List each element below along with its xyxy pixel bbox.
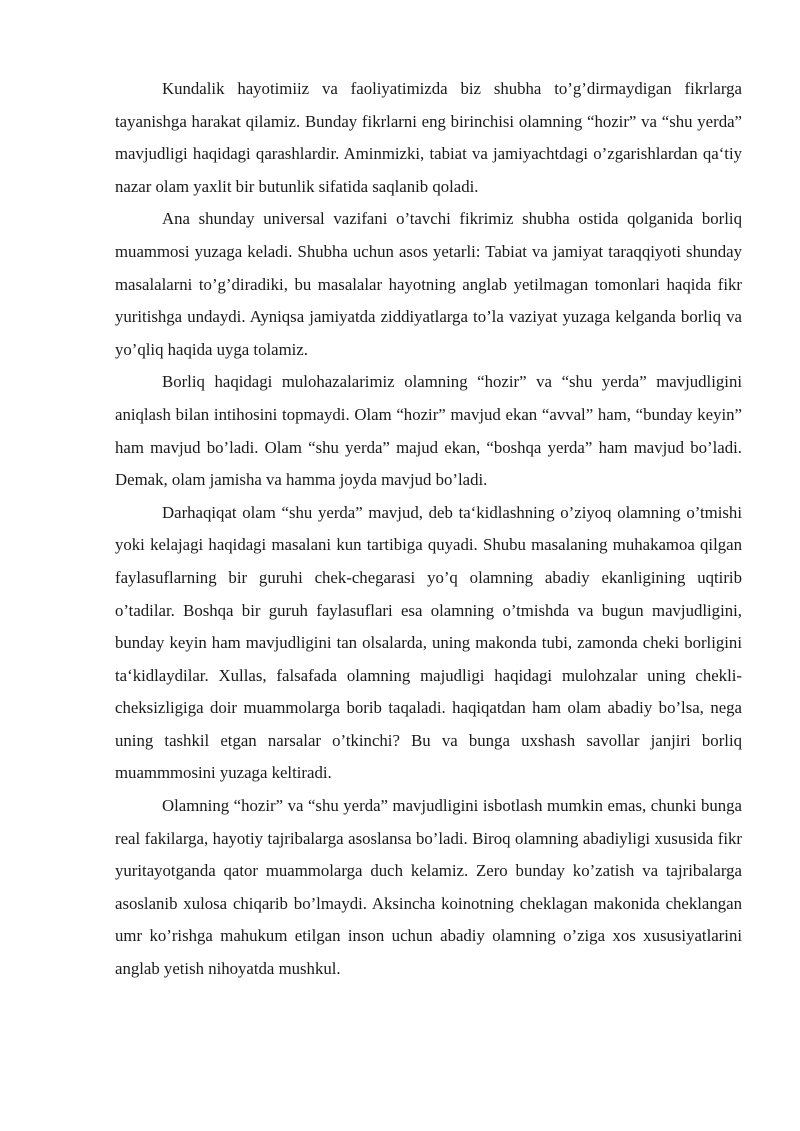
paragraph-5: Olamning “hozir” va “shu yerda” mavjudligini isbotlash mumkin emas, chunki bunga real fakilarga, hayotiy tajribalarga asoslansa bo’ladi. Biroq olamning abadiyligi xususida fikr yuritayotganda qator muammolarga duch kelamiz. Zero bunday ko’zatish va tajribalarga asoslanib xulosa chiqarib bo’lmaydi. Aksincha koinotning cheklagan makonida cheklangan umr ko’rishga mahukum etilgan inson uchun abadiy olamning o’ziga xos xususiyatlarini anglab yetish nihoyatda mushkul. [115, 796, 742, 979]
paragraph-2: Ana shunday universal vazifani o’tavchi fikrimiz shubha ostida qolganida borliq muammosi yuzaga keladi. Shubha uchun asos yetarli: Tabiat va jamiyat taraqqiyoti shunday masalalarni to’g’diradiki, bu masalalar hayotning anglab yetilmagan tomonlari haqida fikr yuritishga undaydi. Ayniqsa jamiyatda ziddiyatlarga to’la vaziyat yuzaga kelganda borliq va yo’qliq haqida uyga tolamiz. [115, 209, 742, 359]
document-page [115, 73, 742, 986]
paragraph-3: Borliq haqidagi mulohazalarimiz olamning “hozir” va “shu yerda” mavjudligini aniqlash bilan intihosini topmaydi. Olam “hozir” mavjud ekan “avval” ham, “bunday keyin” ham mavjud bo’ladi. Olam “shu yerda” majud ekan, “boshqa yerda” ham mavjud bo’ladi. Demak, olam jamisha va hamma joyda mavjud bo’ladi. [115, 372, 742, 490]
paragraph-4: Darhaqiqat olam “shu yerda” mavjud, deb ta‘kidlashning o’ziyoq olamning o’tmishi yoki kelajagi haqidagi masalani kun tartibiga quyadi. Shubu masalaning muhakamoa qilgan faylasuflarning bir guruhi chek-chegarasi yo’q olamning abadiy ekanligining uqtirib o’tadilar. Boshqa bir guruh faylasuflari esa olamning o’tmishda va bugun mavjudligini, bunday keyin ham mavjudligini tan olsalarda, uning makonda tubi, zamonda cheki borligini ta‘kidlaydilar. Xullas, falsafada olamning majudligi haqidagi mulohzalar uning chekli-cheksizligiga doir muammolarga borib taqaladi. haqiqatdan ham olam abadiy bo’lsa, nega uning tashkil etgan narsalar o’tkinchi? Bu va bunga uxshash savollar janjiri borliq muammmosini yuzaga keltiradi. [115, 502, 742, 783]
paragraph-1: Kundalik hayotimiiz va faoliyatimizda biz shubha to’g’dirmaydigan fikrlarga tayanishga harakat qilamiz. Bunday fikrlarni eng birinchisi olamning “hozir” va “shu yerda” mavjudligi haqidagi qarashlardir. Aminmizki, tabiat va jamiyachtdagi o’zgarishlardan qa‘tiy nazar olam yaxlit bir butunlik sifatida saqlanib qoladi. [115, 79, 742, 196]
